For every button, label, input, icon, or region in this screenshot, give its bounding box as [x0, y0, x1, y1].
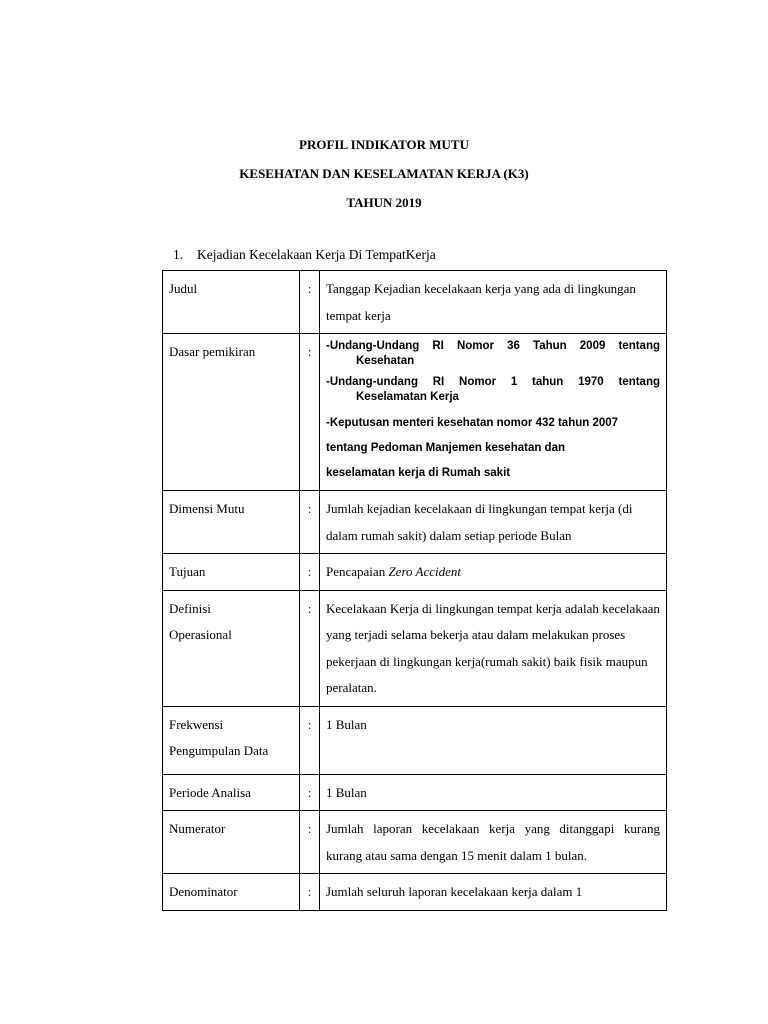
- indicator-profile-table: [162, 270, 667, 911]
- table-row-frekwensi: [163, 706, 667, 774]
- table-row-periode-analisa: [163, 774, 667, 811]
- section-number: 1.: [173, 247, 184, 262]
- document-title: [0, 136, 768, 223]
- row-value: Kecelakaan Kerja di lingkungan tempat kerja adalah kecelakaan yang terjadi selama bekerja atau dalam melakukan proses pekerjaan di lingkungan kerja(rumah sakit) baik fisik maupun peralatan.: [320, 590, 667, 706]
- row-label-line: Frekwensi: [169, 716, 224, 732]
- row-label-line: Operasional: [169, 627, 232, 642]
- value-emphasis: Zero Accident: [388, 564, 462, 579]
- row-label-line: Pengumpulan Data: [169, 743, 269, 758]
- row-separator: :: [300, 271, 320, 334]
- table-row-definisi-operasional: [163, 590, 667, 706]
- row-label: Tujuan: [163, 554, 300, 591]
- row-separator: :: [300, 811, 320, 874]
- row-label: [163, 590, 300, 706]
- row-value: Jumlah seluruh laporan kecelakaan kerja dalam 1: [320, 874, 667, 911]
- row-value: Jumlah kejadian kecelakaan di lingkungan tempat kerja (di dalam rumah sakit) dalam setiap periode Bulan: [320, 491, 667, 554]
- title-line-2: KESEHATAN DAN KESELAMATAN KERJA (K3): [239, 166, 529, 181]
- row-value: [320, 554, 667, 591]
- row-separator: :: [300, 554, 320, 591]
- table-row-dasar-pemikiran: [163, 334, 667, 491]
- table-row-tujuan: [163, 554, 667, 591]
- table-row-numerator: [163, 811, 667, 874]
- law-line: -Undang-undang RI Nomor 1 tahun 1970 tentang: [326, 376, 660, 388]
- row-label: [163, 706, 300, 774]
- row-separator: :: [300, 590, 320, 706]
- table-row-judul: [163, 271, 667, 334]
- row-label: Dimensi Mutu: [163, 491, 300, 554]
- row-label: Denominator: [163, 874, 300, 911]
- title-line-1: PROFIL INDIKATOR MUTU: [299, 137, 469, 152]
- row-separator: :: [300, 874, 320, 911]
- section-heading-text: Kejadian Kecelakaan Kerja Di TempatKerja: [197, 247, 436, 262]
- row-separator: :: [300, 491, 320, 554]
- row-value: Jumlah laporan kecelakaan kerja yang ditanggapi kurang kurang atau sama dengan 15 menit dalam 1 bulan.: [320, 811, 667, 874]
- section-heading: [173, 246, 436, 264]
- row-value: [320, 334, 667, 491]
- row-label: Numerator: [163, 811, 300, 874]
- decree-line: -Keputusan menteri kesehatan nomor 432 tahun 2007: [326, 417, 619, 429]
- row-value: Tanggap Kejadian kecelakaan kerja yang ada di lingkungan tempat kerja: [320, 271, 667, 334]
- row-label: Judul: [163, 271, 300, 334]
- table-row-denominator: [163, 874, 667, 911]
- row-separator: :: [300, 774, 320, 811]
- law-line-continued: Kesehatan: [356, 355, 415, 367]
- row-value: 1 Bulan: [320, 706, 667, 774]
- decree-line: keselamatan kerja di Rumah sakit: [326, 467, 511, 479]
- decree-item: [326, 411, 660, 486]
- row-separator: :: [300, 334, 320, 491]
- decree-line: tentang Pedoman Manjemen kesehatan dan: [326, 442, 566, 454]
- row-value: 1 Bulan: [320, 774, 667, 811]
- value-prefix: Pencapaian: [326, 564, 389, 579]
- title-line-3: TAHUN 2019: [346, 195, 422, 210]
- row-label: Dasar pemikiran: [163, 334, 300, 491]
- row-label: Periode Analisa: [163, 774, 300, 811]
- law-item: [326, 339, 660, 369]
- row-separator: :: [300, 706, 320, 774]
- law-line-continued: Keselamatan Kerja: [356, 391, 459, 403]
- table-row-dimensi-mutu: [163, 491, 667, 554]
- row-label-line: Definisi: [169, 600, 211, 616]
- law-line: -Undang-Undang RI Nomor 36 Tahun 2009 tentang: [326, 340, 660, 352]
- law-item: [326, 375, 660, 405]
